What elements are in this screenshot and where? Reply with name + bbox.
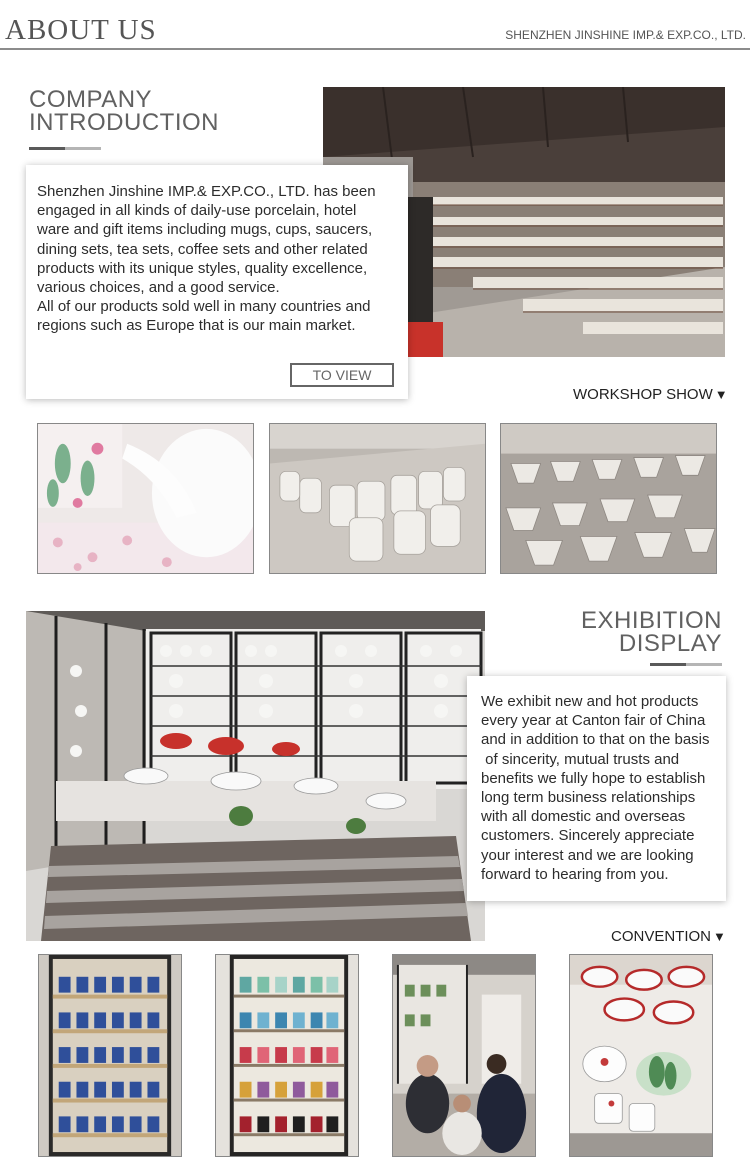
triangle-down-icon: ▼ <box>713 929 726 944</box>
exhibition-title <box>581 609 722 655</box>
exhibition-photo <box>26 611 485 941</box>
exhibition-line: your interest and we are looking <box>481 846 694 864</box>
convention-photo-visitors[interactable] <box>392 954 536 1157</box>
exhibition-line: forward to hearing from you. <box>481 865 669 883</box>
page-title: ABOUT US <box>5 14 157 46</box>
intro-line: various choices, and a good service. <box>37 279 280 297</box>
workshop-photo-teapot[interactable] <box>37 423 254 574</box>
exhibition-line: every year at Canton fair of China <box>481 712 706 730</box>
exhibition-title-line2: DISPLAY <box>618 630 722 657</box>
triangle-down-icon: ▼ <box>714 387 728 402</box>
exhibition-line: customers. Sincerely appreciate <box>481 827 695 845</box>
intro-paragraph <box>37 182 376 336</box>
company-name: SHENZHEN JINSHINE IMP.& EXP.CO., LTD. <box>505 28 746 42</box>
exhibition-line: of sincerity, mutual trusts and <box>481 750 680 768</box>
intro-title-rule <box>29 147 101 150</box>
workshop-photo-cups[interactable] <box>269 423 486 574</box>
convention-photo-color-mugs[interactable] <box>215 954 359 1157</box>
exhibition-title-rule <box>650 663 722 666</box>
exhibition-line: long term business relationships <box>481 789 696 807</box>
exhibition-line: We exhibit new and hot products <box>481 693 699 710</box>
intro-title-line1: COMPANY <box>29 86 153 113</box>
convention-photo-blue-mugs[interactable] <box>38 954 182 1157</box>
workshop-caption <box>573 386 728 403</box>
intro-line: All of our products sold well in many countries and <box>37 298 371 316</box>
intro-title-line2: INTRODUCTION <box>29 109 219 136</box>
exhibition-card <box>467 676 726 901</box>
exhibition-line: benefits we fully hope to establish <box>481 769 706 787</box>
intro-line: Shenzhen Jinshine IMP.& EXP.CO., LTD. has been <box>37 183 376 200</box>
intro-title <box>29 88 219 134</box>
exhibition-paragraph <box>481 692 710 884</box>
workshop-photo-drippers[interactable] <box>500 423 717 574</box>
convention-caption <box>611 928 726 945</box>
convention-photo-tableware[interactable] <box>569 954 713 1157</box>
exhibition-line: and in addition to that on the basis <box>481 731 710 749</box>
intro-line: engaged in all kinds of daily-use porcelain, hotel <box>37 202 357 220</box>
page-header <box>0 0 750 50</box>
exhibition-line: with all domestic and overseas <box>481 808 686 826</box>
intro-line: regions such as Europe that is our main market. <box>37 317 356 335</box>
intro-line: products with its unique styles, quality excellence, <box>37 259 368 277</box>
to-view-button[interactable]: TO VIEW <box>290 363 394 387</box>
exhibition-title-line1: EXHIBITION <box>580 607 722 634</box>
intro-line: dining sets, tea sets, coffee sets and other related <box>37 240 368 258</box>
intro-line: ware and gift items including mugs, cups, saucers, <box>37 221 373 239</box>
convention-caption-label: CONVENTION <box>611 928 712 945</box>
workshop-caption-label: WORKSHOP SHOW <box>573 386 713 403</box>
